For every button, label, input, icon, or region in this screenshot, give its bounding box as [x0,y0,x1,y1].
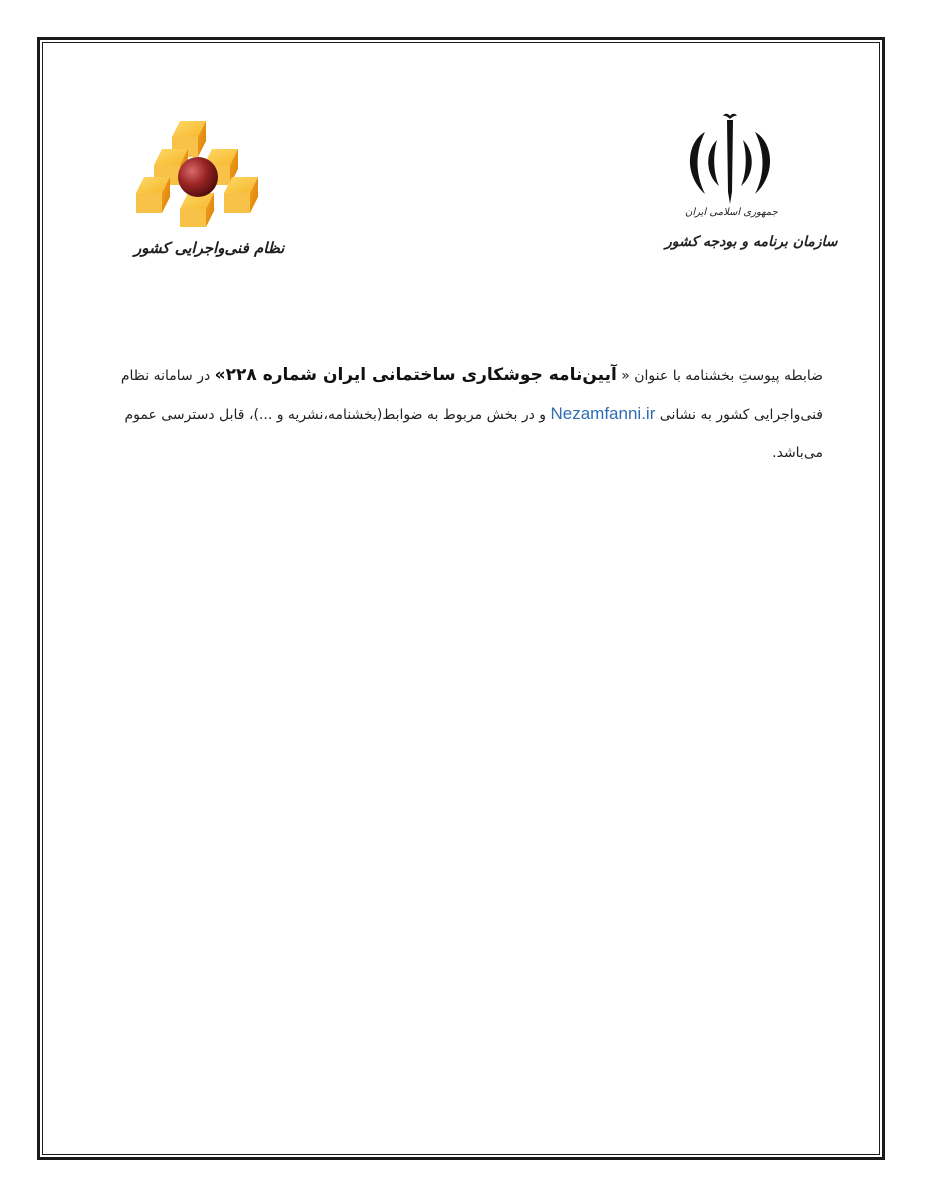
iran-emblem-icon [665,112,795,207]
nezam-fanni-logo [128,115,285,280]
paragraph-end: و در بخش مربوط به ضوابط(بخشنامه،نشریه و ...)، قابل دسترسی عموم می‌باشد. [124,407,823,461]
iran-emblem-logo [665,112,838,272]
paragraph-middle: در سامانه نظام فنی‌واجرایی کشور به نشانی [120,368,823,423]
website-link[interactable]: Nezamfanni.ir [550,404,656,423]
emblem-caption-organization: سازمان برنامه و بودجه کشور [665,234,838,250]
regulation-title: آیین‌نامه جوشکاری ساختمانی ایران شماره ۲۲۸» [214,365,617,385]
paragraph-intro: ضابطه پیوستِ بخشنامه با عنوان « [616,368,823,384]
announcement-paragraph [108,356,823,472]
cube-triangle-icon [128,115,268,235]
emblem-caption-republic: جمهوری اسلامی ایران [685,207,778,218]
nezam-fanni-caption: نظام فنی‌واجرایی کشور [134,239,285,257]
